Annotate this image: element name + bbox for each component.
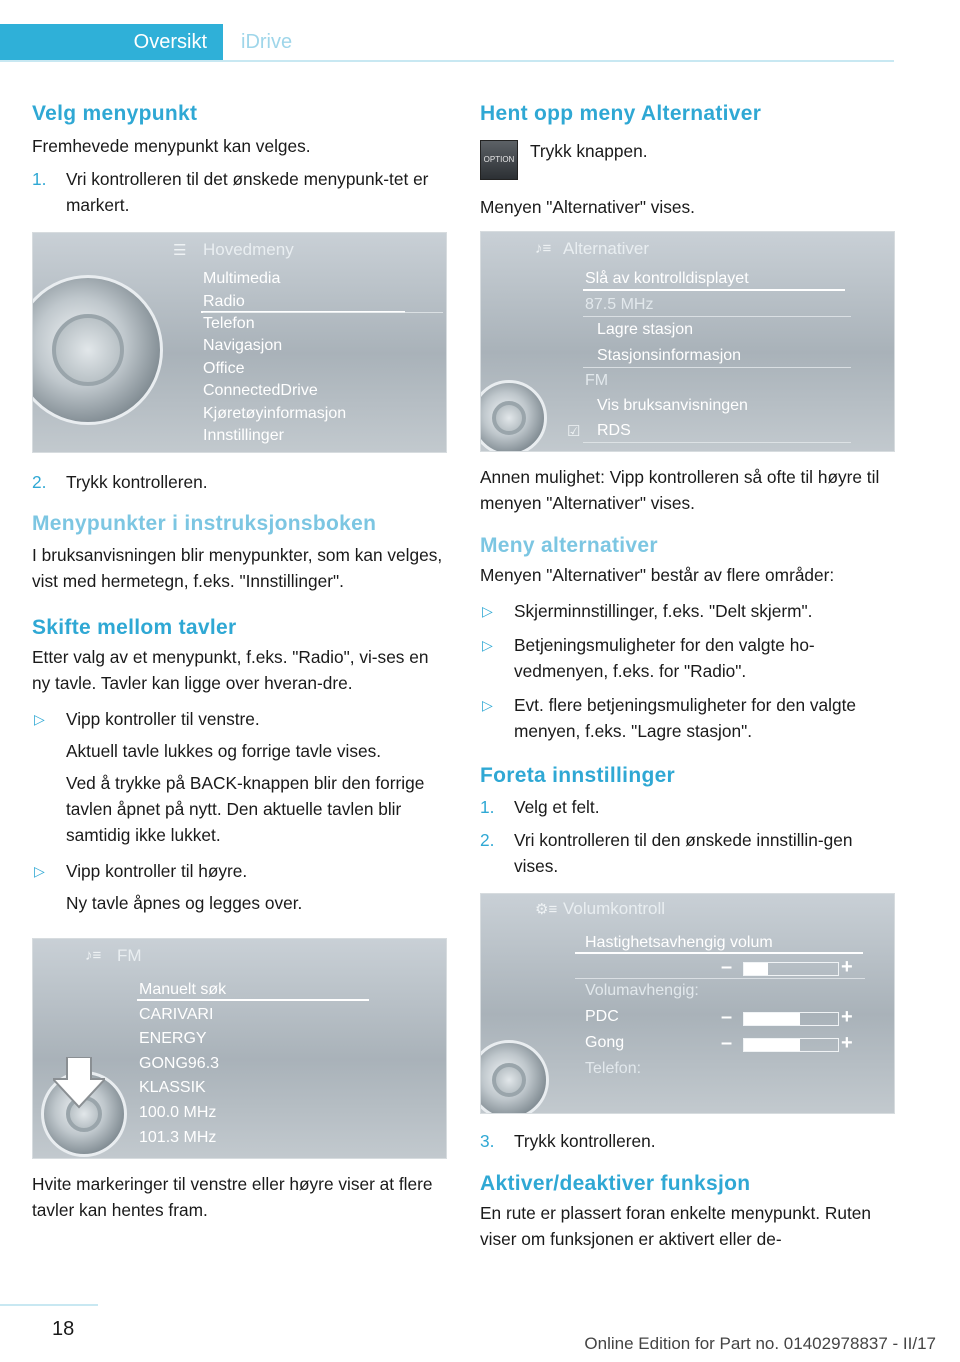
plus-icon[interactable]: +: [841, 1006, 853, 1028]
menu-item-radio[interactable]: Radio: [203, 293, 245, 310]
step-2: [32, 469, 447, 495]
bullet-sub-text: Ny tavle åpnes og legges over.: [66, 893, 303, 913]
text-trykk: Trykk knappen.: [530, 141, 648, 161]
step-text: Velg et felt.: [514, 797, 600, 817]
selection-line: [203, 312, 443, 313]
section-frequency: 87.5 MHz: [585, 296, 654, 313]
text-menypunkter: I bruksanvisningen blir menypunkter, som kan velges, vist med hermetegn, f.eks. "Innstillinger".: [32, 545, 443, 591]
screen-title: FM: [117, 946, 142, 965]
volume-bar-pdc[interactable]: [743, 1012, 839, 1026]
step-text: Trykk kontrolleren.: [514, 1131, 656, 1151]
checkbox-checked-icon[interactable]: ☑: [567, 423, 581, 440]
menu-item-office[interactable]: Office: [203, 360, 245, 377]
separator: [575, 978, 865, 979]
header-tabs: [0, 24, 894, 62]
separator: [583, 367, 851, 368]
controller-dial-image: [480, 380, 547, 452]
bullet-text: Vipp kontroller til høyre.: [66, 861, 248, 881]
menu-item-kjoretoyinformasjon[interactable]: Kjøretøyinformasjon: [203, 405, 347, 422]
footer-rule: [0, 1304, 98, 1306]
text-hvite: Hvite markeringer til venstre eller høyre viser at flere tavler kan hentes fram.: [32, 1174, 433, 1220]
step-text: Trykk kontrolleren.: [66, 472, 208, 492]
page-number: 18: [52, 1318, 75, 1340]
bullet-sub-text: Ved å trykke på BACK-knappen blir den forrige tavlen åpnet på nytt. Den aktuelle tavlen blir samtidig ikke lukket.: [66, 773, 425, 845]
heading-hent-opp: Hent opp meny Alternativer: [480, 102, 762, 125]
option-rds[interactable]: RDS: [597, 422, 631, 439]
heading-foreta: Foreta innstillinger: [480, 764, 676, 787]
edition-note: Online Edition for Part no. 01402978837 - II/17: [584, 1334, 936, 1353]
separator: [583, 442, 851, 443]
triangle-bullet-icon: ▷: [34, 711, 45, 727]
section-telefon: Telefon:: [585, 1060, 642, 1077]
minus-icon[interactable]: –: [721, 956, 733, 978]
volume-fill: [744, 1013, 800, 1025]
bullet-sub-text: Aktuell tavle lukkes og forrige tavle vises.: [66, 741, 382, 761]
gear-icon: ⚙≡: [535, 901, 558, 918]
left-column: [32, 100, 447, 1223]
selection-highlight: [583, 269, 845, 291]
screen-title: Alternativer: [563, 239, 649, 258]
menu-item-innstillinger[interactable]: Innstillinger: [203, 427, 284, 444]
step-number: 3.: [480, 1131, 495, 1151]
bullet-text: Skjerminnstillinger, f.eks. "Delt skjerm".: [514, 601, 813, 621]
step-number: 2.: [32, 472, 47, 492]
bullet-skjerm: [480, 598, 895, 624]
text-skifte: Etter valg av et menypunkt, f.eks. "Radio", vi-ses en ny tavle. Tavler kan ligge over hveran-dre.: [32, 647, 429, 693]
plus-icon[interactable]: +: [841, 1032, 853, 1054]
volume-bar-hastighet[interactable]: [743, 962, 839, 976]
bullet-betjening: [480, 632, 895, 684]
step-f1: [480, 794, 895, 820]
station-1000[interactable]: 100.0 MHz: [139, 1104, 217, 1121]
menu-item-telefon[interactable]: Telefon: [203, 315, 255, 332]
option-row: [480, 140, 895, 184]
menu-list-icon: ☰: [173, 242, 187, 259]
screen-hovedmeny: [32, 232, 447, 453]
heading-aktiver: Aktiver/deaktiver funksjon: [480, 1172, 751, 1195]
volume-fill: [744, 1039, 800, 1051]
step-text: Vri kontrolleren til det ønskede menypunk-tet er markert.: [66, 169, 429, 215]
right-column: [480, 100, 895, 1252]
bullet-text: Evt. flere betjeningsmuligheter for den valgte menyen, f.eks. "Lagre stasjon".: [514, 695, 856, 741]
step-f2: [480, 827, 895, 879]
setting-pdc[interactable]: PDC: [585, 1008, 619, 1025]
triangle-bullet-icon: ▷: [482, 603, 493, 619]
screen-volumkontroll: [480, 893, 895, 1114]
triangle-bullet-icon: ▷: [482, 637, 493, 653]
station-1013[interactable]: 101.3 MHz: [139, 1129, 217, 1146]
bullet-vipp-venstre: [32, 706, 447, 732]
setting-hastighet[interactable]: Hastighetsavhengig volum: [585, 934, 773, 951]
section-fm: FM: [585, 372, 609, 389]
minus-icon[interactable]: –: [721, 1006, 733, 1028]
bullet-text: Vipp kontroller til venstre.: [66, 709, 260, 729]
heading-velg-menypunkt: Velg menypunkt: [32, 102, 198, 125]
setting-gong[interactable]: Gong: [585, 1034, 625, 1051]
bullet-vipp-hoyre: [32, 858, 447, 884]
plus-icon[interactable]: +: [841, 956, 853, 978]
station-energy[interactable]: ENERGY: [139, 1030, 207, 1047]
step-f3: [480, 1128, 895, 1154]
volume-fill: [744, 963, 768, 975]
option-stasjonsinformasjon[interactable]: Stasjonsinformasjon: [597, 347, 742, 364]
step-number: 1.: [480, 797, 495, 817]
screen-alternativer: [480, 231, 895, 452]
text-aktiver: En rute er plassert foran enkelte menypunkt. Ruten viser om funksjonen er aktivert eller de-: [480, 1203, 871, 1249]
option-lagre-stasjon[interactable]: Lagre stasjon: [597, 321, 694, 338]
bullet-text: Betjeningsmuligheter for den valgte ho-vedmenyen, f.eks. for "Radio".: [514, 635, 815, 681]
option-sla-av[interactable]: Slå av kontrolldisplayet: [585, 270, 749, 287]
tab-oversikt[interactable]: Oversikt: [0, 24, 223, 60]
triangle-bullet-icon: ▷: [34, 863, 45, 879]
station-klassik[interactable]: KLASSIK: [139, 1079, 206, 1096]
selection-highlight: [137, 979, 369, 1001]
section-volumavhengig: Volumavhengig:: [585, 982, 699, 999]
text-meny: Menyen "Alternativer" består av flere områder:: [480, 565, 835, 585]
menu-item-connecteddrive[interactable]: ConnectedDrive: [203, 382, 318, 399]
controller-dial-image: [32, 275, 163, 425]
controller-dial-image: [480, 1040, 549, 1114]
arrow-down-icon: [53, 1057, 105, 1109]
heading-skifte: Skifte mellom tavler: [32, 616, 237, 639]
volume-bar-gong[interactable]: [743, 1038, 839, 1052]
heading-meny-alternativer: Meny alternativer: [480, 534, 658, 557]
radio-icon: ♪≡: [85, 947, 102, 964]
minus-icon[interactable]: –: [721, 1032, 733, 1054]
bullet-evt: [480, 692, 895, 744]
separator: [583, 316, 851, 317]
step-1: [32, 166, 447, 218]
screen-fm: [32, 938, 447, 1159]
station-manuelt-sok[interactable]: Manuelt søk: [139, 981, 227, 998]
screen-title: Hovedmeny: [203, 240, 294, 259]
header-rule: [0, 60, 894, 62]
step-text: Vri kontrolleren til den ønskede innstillin-gen vises.: [514, 830, 853, 876]
triangle-bullet-icon: ▷: [482, 697, 493, 713]
text-annen: Annen mulighet: Vipp kontrolleren så ofte til høyre til menyen "Alternativer" vises.: [480, 467, 880, 513]
station-gong963[interactable]: GONG96.3: [139, 1055, 220, 1072]
step-number: 1.: [32, 169, 47, 189]
heading-menypunkter: Menypunkter i instruksjonsboken: [32, 512, 377, 535]
radio-icon: ♪≡: [535, 240, 552, 257]
tab-idrive[interactable]: iDrive: [241, 31, 293, 53]
text-velg: Fremhevede menypunkt kan velges.: [32, 136, 311, 156]
menu-item-multimedia[interactable]: Multimedia: [203, 270, 281, 287]
option-vis-bruksanvisningen[interactable]: Vis bruksanvisningen: [597, 397, 748, 414]
screen-title: Volumkontroll: [563, 899, 666, 918]
step-number: 2.: [480, 830, 495, 850]
station-carivari[interactable]: CARIVARI: [139, 1006, 214, 1023]
menu-item-navigasjon[interactable]: Navigasjon: [203, 337, 283, 354]
text-menyen-vises: Menyen "Alternativer" vises.: [480, 197, 695, 217]
option-button-icon: OPTION: [480, 140, 518, 180]
selection-highlight: [575, 932, 863, 954]
